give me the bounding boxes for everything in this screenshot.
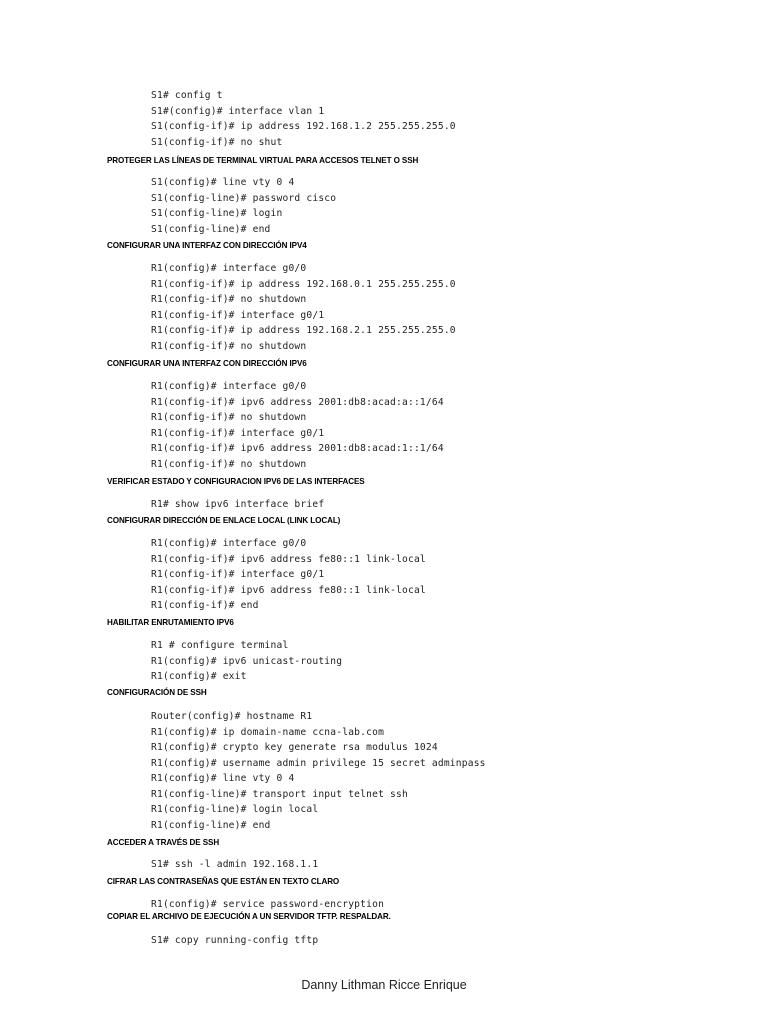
code-block-vty <box>151 175 336 237</box>
code-line: R1(config-if)# ip address 192.168.2.1 255.255.255.0 <box>151 325 456 336</box>
code-line: S1(config)# line vty 0 4 <box>151 177 295 188</box>
code-line: R1(config-if)# interface g0/1 <box>151 569 325 580</box>
code-line: R1(config-if)# ipv6 address 2001:db8:acad:1::1/64 <box>151 443 444 454</box>
code-line: R1(config)# ipv6 unicast-routing <box>151 655 343 667</box>
code-line: S1(config-line)# password cisco <box>151 192 337 204</box>
code-line: R1(config-line)# transport input telnet ssh <box>151 788 408 800</box>
code-line: R1(config-if)# no shutdown <box>151 294 307 305</box>
code-line: R1(config-if)# interface g0/1 <box>151 309 325 321</box>
code-line: R1(config)# line vty 0 4 <box>151 773 295 784</box>
footer-author: Danny Lithman Ricce Enrique <box>301 978 467 992</box>
code-line: R1(config)# interface g0/0 <box>151 381 307 392</box>
code-line: R1(config)# ip domain-name ccna-lab.com <box>151 726 385 738</box>
code-line: S1#(config)# interface vlan 1 <box>151 105 325 117</box>
code-block-tftp <box>151 933 318 949</box>
code-block-verify <box>151 497 324 513</box>
code-line: R1(config)# interface g0/0 <box>151 263 307 274</box>
code-line: S1(config-if)# no shut <box>151 136 283 148</box>
code-line: R1(config-if)# ipv6 address fe80::1 link-local <box>151 553 426 565</box>
section-heading-vty: PROTEGER LAS LÍNEAS DE TERMINAL VIRTUAL PARA ACCESOS TELNET O SSH <box>107 156 419 165</box>
code-line: S1# ssh -l admin 192.168.1.1 <box>151 859 319 870</box>
code-line: R1(config)# interface g0/0 <box>151 538 307 549</box>
code-line: R1(config-line)# end <box>151 819 271 831</box>
code-line: R1(config-if)# ip address 192.168.0.1 255.255.255.0 <box>151 278 456 290</box>
code-line: R1(config-if)# no shutdown <box>151 340 307 352</box>
code-line: R1# show ipv6 interface brief <box>151 499 325 510</box>
section-heading-link-local: CONFIGURAR DIRECCIÓN DE ENLACE LOCAL (LINK LOCAL) <box>107 516 341 525</box>
section-heading-verify: VERIFICAR ESTADO Y CONFIGURACION IPV6 DE LAS INTERFACES <box>107 477 365 486</box>
code-line: R1(config-if)# ipv6 address fe80::1 link-local <box>151 584 426 596</box>
code-block-ssh-access <box>151 857 318 873</box>
code-line: S1# config t <box>151 90 223 101</box>
code-line: S1# copy running-config tftp <box>151 935 319 946</box>
code-line: R1 # configure terminal <box>151 640 289 651</box>
code-line: R1(config)# service password-encryption <box>151 899 385 910</box>
code-block-vlan <box>151 88 456 150</box>
code-line: R1(config-if)# no shutdown <box>151 412 307 423</box>
code-line: R1(config)# exit <box>151 671 247 682</box>
code-line: S1(config-line)# login <box>151 208 283 219</box>
code-block-ipv6 <box>151 379 444 472</box>
code-line: R1(config)# crypto key generate rsa modulus 1024 <box>151 742 438 753</box>
code-line: R1(config-if)# ipv6 address 2001:db8:acad:a::1/64 <box>151 396 444 408</box>
section-heading-ipv4: CONFIGURAR UNA INTERFAZ CON DIRECCIÓN IPV4 <box>107 241 307 250</box>
code-line: R1(config)# username admin privilege 15 secret adminpass <box>151 757 486 769</box>
code-block-link-local <box>151 536 426 614</box>
section-heading-tftp: COPIAR EL ARCHIVO DE EJECUCIÓN A UN SERVIDOR TFTP. RESPALDAR. <box>107 912 391 921</box>
code-line: S1(config-line)# end <box>151 223 271 235</box>
section-heading-ssh-access: ACCEDER A TRAVÉS DE SSH <box>107 838 220 847</box>
code-block-routing <box>151 638 342 685</box>
code-line: S1(config-if)# ip address 192.168.1.2 255.255.255.0 <box>151 121 456 132</box>
code-line: R1(config-if)# interface g0/1 <box>151 427 325 439</box>
code-block-ipv4 <box>151 261 456 354</box>
section-heading-ssh-config: CONFIGURACIÓN DE SSH <box>107 688 207 697</box>
section-heading-routing: HABILITAR ENRUTAMIENTO IPV6 <box>107 618 234 627</box>
code-line: R1(config-line)# login local <box>151 804 319 815</box>
code-block-encryption <box>151 897 384 913</box>
code-block-ssh-config <box>151 709 486 833</box>
section-heading-encryption: CIFRAR LAS CONTRASEÑAS QUE ESTÁN EN TEXTO CLARO <box>107 877 340 886</box>
code-line: Router(config)# hostname R1 <box>151 711 313 722</box>
code-line: R1(config-if)# no shutdown <box>151 458 307 470</box>
code-line: R1(config-if)# end <box>151 600 259 611</box>
section-heading-ipv6: CONFIGURAR UNA INTERFAZ CON DIRECCIÓN IPV6 <box>107 359 307 368</box>
